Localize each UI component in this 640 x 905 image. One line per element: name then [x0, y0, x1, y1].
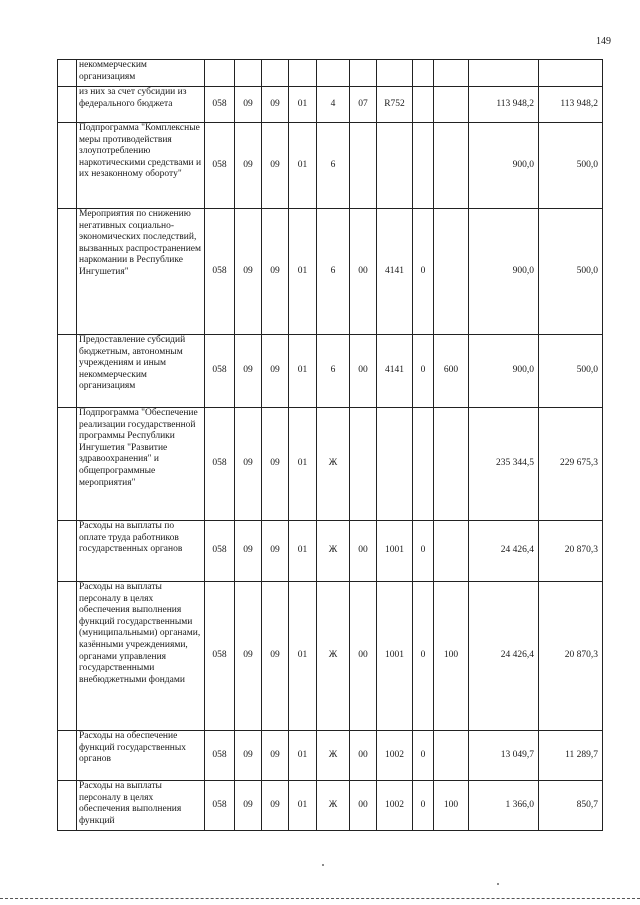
- code-extra: [413, 87, 434, 123]
- row-marker-cell: [58, 521, 77, 582]
- code-extra: 0: [413, 335, 434, 408]
- code-direction: 00: [350, 209, 377, 335]
- code-extra: [413, 60, 434, 87]
- code-direction: [350, 408, 377, 521]
- code-program: 01: [289, 123, 317, 209]
- amount-1: 900,0: [469, 123, 539, 209]
- code-admin: [205, 60, 235, 87]
- row-marker-cell: [58, 87, 77, 123]
- code-extra: [413, 123, 434, 209]
- row-name: Мероприятия по снижению негативных социально-экономических последствий, вызванных распространением наркомании в Республике Ингушетия": [77, 209, 205, 335]
- amount-1: 1 366,0: [469, 781, 539, 831]
- code-direction: 00: [350, 781, 377, 831]
- code-direction: [350, 60, 377, 87]
- code-subprogram: 6: [317, 335, 350, 408]
- code-extra: 0: [413, 209, 434, 335]
- code-subprogram: Ж: [317, 781, 350, 831]
- code-subprogram: [317, 60, 350, 87]
- code-section: 09: [235, 123, 262, 209]
- code-section: 09: [235, 582, 262, 731]
- code-direction: 00: [350, 582, 377, 731]
- code-measure: R752: [377, 87, 413, 123]
- table-row: [58, 731, 603, 781]
- code-extra: 0: [413, 582, 434, 731]
- row-name: Расходы на выплаты персоналу в целях обеспечения выполнения функций государственными (муниципальными) органами, казёнными учреждениями, органами управления государственными внебюджетными фондами: [77, 582, 205, 731]
- code-extra: 0: [413, 781, 434, 831]
- code-admin: 058: [205, 781, 235, 831]
- code-program: 01: [289, 582, 317, 731]
- code-direction: 00: [350, 521, 377, 582]
- table-row: [58, 209, 603, 335]
- code-program: 01: [289, 335, 317, 408]
- code-direction: 00: [350, 335, 377, 408]
- code-section: 09: [235, 781, 262, 831]
- amount-1: [469, 60, 539, 87]
- code-measure: 1002: [377, 781, 413, 831]
- page-number: 149: [596, 36, 611, 47]
- table-row: [58, 123, 603, 209]
- code-direction: 00: [350, 731, 377, 781]
- amount-1: 900,0: [469, 335, 539, 408]
- code-section: 09: [235, 408, 262, 521]
- code-extra: 0: [413, 731, 434, 781]
- code-expense-type: [434, 521, 469, 582]
- amount-2: 11 289,7: [539, 731, 603, 781]
- row-name: некоммерческим организациям: [77, 60, 205, 87]
- row-name: Расходы на выплаты по оплате труда работников государственных органов: [77, 521, 205, 582]
- code-subsection: 09: [262, 335, 289, 408]
- code-direction: 07: [350, 87, 377, 123]
- code-admin: 058: [205, 582, 235, 731]
- code-admin: 058: [205, 123, 235, 209]
- code-extra: 0: [413, 521, 434, 582]
- code-expense-type: [434, 60, 469, 87]
- code-subprogram: Ж: [317, 521, 350, 582]
- code-measure: 4141: [377, 335, 413, 408]
- code-subsection: 09: [262, 521, 289, 582]
- code-section: 09: [235, 521, 262, 582]
- row-name: Подпрограмма "Обеспечение реализации государственной программы Республики Ингушетия "Развитие здравоохранения" и общепрограммные мероприятия": [77, 408, 205, 521]
- table-row: [58, 582, 603, 731]
- code-admin: 058: [205, 335, 235, 408]
- row-name: Подпрограмма "Комплексные меры противодействия злоупотреблению наркотическими средствами и их незаконному обороту": [77, 123, 205, 209]
- amount-1: 235 344,5: [469, 408, 539, 521]
- code-extra: [413, 408, 434, 521]
- amount-2: 500,0: [539, 209, 603, 335]
- row-name: Расходы на выплаты персоналу в целях обеспечения выполнения функций: [77, 781, 205, 831]
- amount-1: 24 426,4: [469, 582, 539, 731]
- code-measure: 1002: [377, 731, 413, 781]
- code-expense-type: [434, 87, 469, 123]
- code-measure: [377, 60, 413, 87]
- scan-speck: [322, 864, 324, 866]
- row-name: Предоставление субсидий бюджетным, автономным учреждениям и иным некоммерческим организациям: [77, 335, 205, 408]
- code-program: 01: [289, 781, 317, 831]
- code-subsection: 09: [262, 87, 289, 123]
- code-admin: 058: [205, 209, 235, 335]
- code-admin: 058: [205, 521, 235, 582]
- code-subsection: 09: [262, 582, 289, 731]
- row-name: из них за счет субсидии из федерального бюджета: [77, 87, 205, 123]
- code-program: 01: [289, 87, 317, 123]
- table-row: [58, 408, 603, 521]
- code-subsection: 09: [262, 123, 289, 209]
- code-subprogram: 4: [317, 87, 350, 123]
- row-marker-cell: [58, 731, 77, 781]
- code-admin: 058: [205, 408, 235, 521]
- code-measure: [377, 408, 413, 521]
- code-section: 09: [235, 335, 262, 408]
- code-expense-type: 100: [434, 582, 469, 731]
- code-section: 09: [235, 731, 262, 781]
- code-program: [289, 60, 317, 87]
- code-expense-type: [434, 123, 469, 209]
- code-expense-type: [434, 408, 469, 521]
- code-measure: 4141: [377, 209, 413, 335]
- row-marker-cell: [58, 408, 77, 521]
- amount-1: 13 049,7: [469, 731, 539, 781]
- table-row: [58, 781, 603, 831]
- code-program: 01: [289, 209, 317, 335]
- amount-2: [539, 60, 603, 87]
- scan-edge-line: [0, 898, 640, 899]
- row-marker-cell: [58, 123, 77, 209]
- amount-1: 113 948,2: [469, 87, 539, 123]
- row-marker-cell: [58, 209, 77, 335]
- amount-2: 229 675,3: [539, 408, 603, 521]
- row-marker-cell: [58, 781, 77, 831]
- table-row: [58, 87, 603, 123]
- row-marker-cell: [58, 335, 77, 408]
- code-admin: 058: [205, 87, 235, 123]
- code-subprogram: 6: [317, 123, 350, 209]
- code-subprogram: Ж: [317, 582, 350, 731]
- code-section: 09: [235, 209, 262, 335]
- scan-speck: [497, 883, 499, 885]
- code-subsection: 09: [262, 408, 289, 521]
- code-measure: 1001: [377, 582, 413, 731]
- amount-2: 113 948,2: [539, 87, 603, 123]
- amount-2: 20 870,3: [539, 582, 603, 731]
- row-name: Расходы на обеспечение функций государственных органов: [77, 731, 205, 781]
- code-measure: [377, 123, 413, 209]
- amount-2: 500,0: [539, 123, 603, 209]
- code-subprogram: Ж: [317, 731, 350, 781]
- code-section: 09: [235, 87, 262, 123]
- amount-1: 24 426,4: [469, 521, 539, 582]
- budget-table: [57, 59, 603, 831]
- row-marker-cell: [58, 60, 77, 87]
- table-row: [58, 60, 603, 87]
- code-expense-type: [434, 731, 469, 781]
- code-admin: 058: [205, 731, 235, 781]
- amount-2: 850,7: [539, 781, 603, 831]
- code-direction: [350, 123, 377, 209]
- table-row: [58, 521, 603, 582]
- code-program: 01: [289, 521, 317, 582]
- code-subprogram: Ж: [317, 408, 350, 521]
- amount-2: 20 870,3: [539, 521, 603, 582]
- code-subsection: 09: [262, 781, 289, 831]
- table-row: [58, 335, 603, 408]
- amount-1: 900,0: [469, 209, 539, 335]
- code-subsection: 09: [262, 209, 289, 335]
- code-expense-type: 600: [434, 335, 469, 408]
- code-subsection: 09: [262, 731, 289, 781]
- code-subprogram: 6: [317, 209, 350, 335]
- code-program: 01: [289, 731, 317, 781]
- code-measure: 1001: [377, 521, 413, 582]
- code-expense-type: 100: [434, 781, 469, 831]
- code-section: [235, 60, 262, 87]
- code-expense-type: [434, 209, 469, 335]
- row-marker-cell: [58, 582, 77, 731]
- amount-2: 500,0: [539, 335, 603, 408]
- code-subsection: [262, 60, 289, 87]
- code-program: 01: [289, 408, 317, 521]
